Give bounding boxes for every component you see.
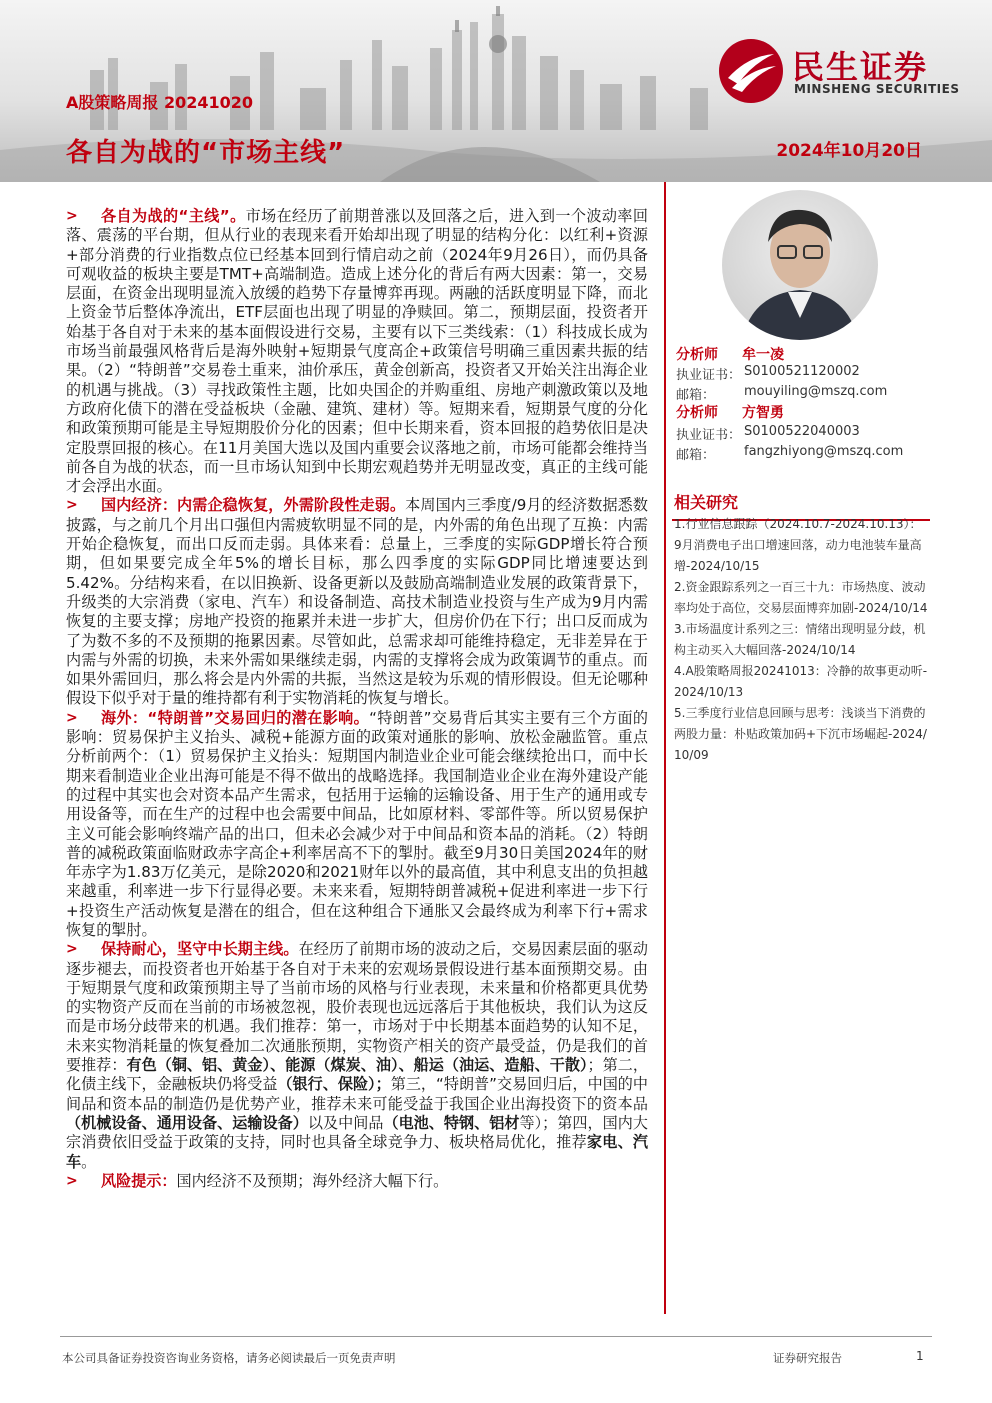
arrow-bullet-icon: > xyxy=(66,1172,78,1189)
footer-disclaimer: 本公司具备证券投资咨询业务资格，请务必阅读最后一页免责声明 xyxy=(62,1351,396,1365)
logo-english-text: MINSHENG SECURITIES xyxy=(794,82,960,96)
related-item[interactable]: 3.市场温度计系列之三：情绪出现明显分歧，机构主动买入大幅回落-2024/10/14 xyxy=(674,622,926,657)
body-part-bold: （电池、特钢、铝材 xyxy=(383,1113,520,1132)
arrow-bullet-icon: > xyxy=(66,497,78,514)
section-risk xyxy=(66,1172,648,1191)
section-overseas xyxy=(66,709,648,941)
body-part: 等）；第四，国内大宗消费依旧受益于政策的支持，同时也具备全球竞争力、板块格局优化，推荐 xyxy=(66,1113,648,1152)
cert-label: 执业证书： xyxy=(676,428,742,443)
section-domestic-economy xyxy=(66,496,648,708)
related-item[interactable]: 1.行业信息跟踪（2024.10.7-2024.10.13）：9月消费电子出口增速回落，动力电池装车量高增-2024/10/15 xyxy=(674,517,922,573)
section-body: 国内经济不及预期；海外经济大幅下行。 xyxy=(176,1171,449,1190)
analyst-portrait-icon xyxy=(722,190,878,340)
body-part: ；第二，化债主线下，金融板块仍将受益 xyxy=(66,1056,648,1094)
analyst-name: 牟一凌 xyxy=(742,347,784,363)
section-body: “特朗普”交易背后其实主要有三个方面的影响：贸易保护主义抬头、减税+能源方面的政策对通胀的影响、放松金融监管。重点分析前两个：（1）贸易保护主义抬头：短期国内制造业企业可能会继续抢出口，而中长期来看制造业企业出海可能是不得不做出的战略选择。我国制造业企业在海外建设产能的过程中其实也会对资本品产生需求，包括用于运输的运输设备、用于生产的通用或专用设备等，而在生产的过程中也会需要中间品，比如原材料、零部件等。所以贸易保护主义可能会影响终端产品的出口，但未必会减少对于中间品和资本品的消耗。（2）特朗普的减税政策面临财政赤字高企+利率居高不下的掣肘。截至9月30日美国2024年的财年赤字为1.83万亿美元，是除2020和2021财年以外的最高值，其中利息支出的负担越来越重，利率进一步下行显得必要。未来来看，短期特朗普减税+促进利率进一步下行+投资生产活动恢复是潜在的组合，但在这种组合下通胀又会最终成为利率下行+需求恢复的掣肘。 xyxy=(66,708,649,939)
section-lead: 风险提示： xyxy=(101,1171,177,1190)
email-link[interactable]: mouyiling@mszq.com xyxy=(744,384,888,399)
company-logo xyxy=(718,36,968,106)
body-part: 在经历了前期市场的波动之后，交易因素层面的驱动逐步褪去，而投资者也开始基于各自对于未来的宏观场景假设进行基本面预期交易。由于短期景气度和政策预期主导了当前市场的风格与行业表现，未来量和价格都更具优势的实物资产反而在当前的市场被忽视，股价表现也远远落后于其他板块，我们认为这反而是市场分歧带来的机遇。我们推荐：第一，市场对于中长期基本面趋势的认知不足，未来实物消耗量的恢复叠加二次通胀预期，实物资产相关的资产最受益，仍是我们的首要推荐： xyxy=(66,940,648,1075)
email-label: 邮箱： xyxy=(676,388,716,403)
arrow-bullet-icon: > xyxy=(66,709,78,726)
analyst-name: 方智勇 xyxy=(742,405,784,421)
body-part: 第三，“特朗普”交易回归后，中国的中间品和资本品的制造仍是优势产业，推荐未来可能受益于我国企业出海投资下的资本品 xyxy=(66,1075,648,1113)
analyst-2-cert-row xyxy=(676,424,860,443)
arrow-bullet-icon: > xyxy=(66,208,78,224)
column-divider xyxy=(664,182,666,1314)
analyst-role-label: 分析师 xyxy=(676,405,718,421)
footer-doc-type: 证券研究报告 xyxy=(773,1351,842,1365)
report-type-label: A股策略周报 20241020 xyxy=(66,93,254,112)
analyst-2-role-row xyxy=(676,402,784,422)
body-part-bold: 家电、汽车 xyxy=(66,1133,648,1171)
body-part-bold: （机械设备、通用设备、运输设备） xyxy=(66,1113,308,1132)
cert-number: S0100521120002 xyxy=(744,364,860,379)
section-lead: 国内经济：内需企稳恢复，外需阶段性走弱。 xyxy=(101,496,406,515)
section-main-theme xyxy=(66,207,648,496)
report-title: 各自为战的“市场主线” xyxy=(66,138,346,168)
related-research-title: 相关研究 xyxy=(674,493,739,512)
cert-label: 执业证书： xyxy=(676,368,742,383)
section-body: 市场在经历了前期普涨以及回落之后，进入到一个波动率回落、震荡的平台期，但从行业的表现来看开始却出现了明显的结构分化：以红利+资源+部分消费的行业指数点位已经基本回到行情启动之前（2024年9月26日），而仍具备可观收益的板块主要是TMT+高端制造。造成上述分化的背后有两大因素：第一，交易层面，在资金出现明显流入放缓的趋势下存量博弈再现。两融的活跃度明显下降，而北上资金节后整体净流出，ETF层面也出现了明显的净赎回。第二，预期层面，投资者开始基于各自对于未来的基本面假设进行交易，主要有以下三类线索：（1）科技成长成为市场当前最强风格背后是海外映射+短期景气度高企+政策信号明确三重因素共振的结果。（2）“特朗普”交易卷土重来，油价承压，黄金创新高，投资者又开始关注出海企业的机遇与挑战。（3）寻找政策性主题，比如央国企的并购重组、房地产刺激政策以及地方政府化债下的潜在受益板块（金融、建筑、建材）等。短期来看，短期景气度的分化和政策预期可能是主导短期股价分化的因素；但中长期来看，资本回报的趋势依旧是决定股票回报的核心。在11月美国大选以及国内重要会议落地之前，市场可能都会维持当前各自为战的状态，而一旦市场认知到中长期宏观趋势并无明显改变，真正的主线可能才会浮出水面。 xyxy=(66,207,648,496)
related-research-list xyxy=(674,514,928,766)
analyst-1-email-row xyxy=(676,384,888,403)
email-label: 邮箱： xyxy=(676,448,716,463)
body-part-bold: （银行、保险）； xyxy=(277,1075,391,1094)
analyst-1-cert-row xyxy=(676,364,860,383)
analyst-photo xyxy=(722,190,878,340)
logo-chinese-text: 民生证券 xyxy=(792,48,929,86)
section-lead: 保持耐心，坚守中长期主线。 xyxy=(101,940,299,959)
analyst-1-role-row xyxy=(676,344,784,364)
section-body: 本周国内三季度/9月的经济数据悉数披露，与之前几个月出口强但内需疲软明显不同的是，内外需的角色出现了互换：内需开始企稳恢复，而出口反而走弱。具体来看：总量上，三季度的实际GDP增长符合预期，但如果要完成全年5%的增长目标，那么四季度的实际GDP同比增速要达到5.42%。分结构来看，在以旧换新、设备更新以及鼓励高端制造业发展的政策背景下，升级类的大宗消费（家电、汽车）和设备制造、高技术制造业投资与生产成为9月内需恢复的主要支撑；房地产投资的拖累并未进一步扩大，但房价仍在下行；出口反而成为了为数不多的不及预期的拖累因素。尽管如此，总需求却可能维持稳定，无非差异在于内需与外需的切换，未来外需如果继续走弱，内需的支撑将会成为政策调节的重点。而如果外需回归，那么将会是内外需的共振，当然这是较为乐观的情形假设。但无论哪种假设下似乎对于量的维持都有利于实物消耗的恢复与增长。 xyxy=(66,496,648,708)
related-item[interactable]: 4.A股策略周报20241013：冷静的故事更动听-2024/10/13 xyxy=(674,664,928,699)
analyst-2-email-row xyxy=(676,444,904,463)
minsheng-logo-icon xyxy=(718,38,784,104)
related-item[interactable]: 5.三季度行业信息回顾与思考：浅谈当下消费的两股力量：朴贴政策加码+下沉市场崛起-2024/10/09 xyxy=(674,706,927,762)
header-banner xyxy=(0,0,992,182)
footer-divider xyxy=(60,1336,932,1337)
body-part-bold: 有色（铜、铝、黄金）、能源（煤炭、油）、船运（油运、造船、干散） xyxy=(126,1056,588,1075)
body-part: 。 xyxy=(81,1152,97,1171)
analyst-role-label: 分析师 xyxy=(676,347,718,363)
report-date: 2024年10月20日 xyxy=(776,141,922,161)
section-recommendation xyxy=(66,940,648,1172)
section-lead: 各自为战的“主线”。 xyxy=(101,207,246,225)
email-link[interactable]: fangzhiyong@mszq.com xyxy=(744,444,904,459)
arrow-bullet-icon: > xyxy=(66,941,78,958)
page-number: 1 xyxy=(916,1349,924,1363)
body-part: 以及中间品 xyxy=(307,1113,384,1132)
related-item[interactable]: 2.资金跟踪系列之一百三十九：市场热度、波动率均处于高位，交易层面博弈加剧-2024/10/14 xyxy=(674,580,928,615)
cert-number: S0100522040003 xyxy=(744,424,860,439)
main-content xyxy=(66,207,648,1191)
section-lead: 海外：“特朗普”交易回归的潜在影响。 xyxy=(101,708,370,727)
